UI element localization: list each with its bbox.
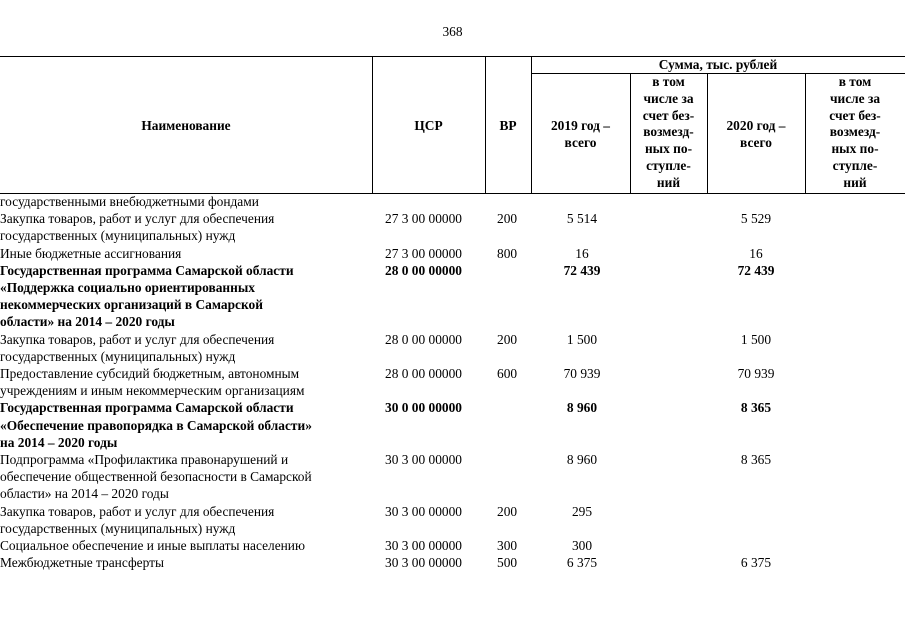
row-name-line: государственных (муниципальных) нужд xyxy=(0,228,236,244)
header-2020-incl xyxy=(805,74,905,192)
row-csr: 30 3 00 00000 xyxy=(385,503,462,519)
row-sum-2020: 16 xyxy=(749,245,763,261)
row-name xyxy=(0,331,372,365)
header-2019-incl xyxy=(630,74,707,192)
row-name-line: на 2014 – 2020 годы xyxy=(0,434,118,450)
row-csr: 27 3 00 00000 xyxy=(385,245,462,261)
header-vr: ВР xyxy=(499,118,517,133)
row-name xyxy=(0,503,372,537)
row-name-line: Предоставление субсидий бюджетным, автономным xyxy=(0,365,300,381)
table-row xyxy=(0,245,905,262)
page-number: 368 xyxy=(442,24,463,39)
table-header xyxy=(0,56,905,194)
header-incl-line: в том xyxy=(838,74,872,89)
header-incl-line: числе за xyxy=(829,90,881,106)
row-name-line: Государственная программа Самарской области xyxy=(0,262,294,278)
row-sum-2019: 16 xyxy=(575,245,589,261)
row-vr: 800 xyxy=(497,245,518,261)
header-incl-line: возмезд- xyxy=(829,124,881,140)
row-vr: 500 xyxy=(497,555,518,571)
table-row xyxy=(0,399,905,451)
table-body xyxy=(0,193,905,571)
row-name-line: обеспечение общественной безопасности в Самарской xyxy=(0,469,312,485)
table-row xyxy=(0,451,905,503)
header-incl-line: возмезд- xyxy=(643,124,694,140)
row-sum-2020: 72 439 xyxy=(737,262,775,278)
row-name-line: учреждениям и иным некоммерческим организациям xyxy=(0,383,305,399)
header-2020-line: 2020 год – xyxy=(726,118,786,133)
row-sum-2019: 6 375 xyxy=(566,555,598,571)
row-name xyxy=(0,210,372,244)
header-incl-line: ных по- xyxy=(831,141,879,157)
header-incl-line: в том xyxy=(652,74,685,89)
row-name-line: государственных (муниципальных) нужд xyxy=(0,348,236,364)
table-row xyxy=(0,262,905,331)
row-name-line: области» на 2014 – 2020 годы xyxy=(0,486,169,502)
row-name-line: области» на 2014 – 2020 годы xyxy=(0,314,175,330)
header-incl-line: ступле- xyxy=(832,157,878,173)
row-csr: 28 0 00 00000 xyxy=(385,262,462,278)
row-sum-2019: 72 439 xyxy=(563,262,601,278)
row-sum-2020: 1 500 xyxy=(740,331,772,347)
header-sum: Сумма, тыс. рублей xyxy=(658,57,778,72)
row-name xyxy=(0,451,372,503)
row-sum-2020: 8 365 xyxy=(740,400,772,416)
row-vr: 300 xyxy=(497,537,518,553)
row-name-line: Закупка товаров, работ и услуг для обеспечения xyxy=(0,211,275,227)
row-sum-2019: 8 960 xyxy=(566,451,598,467)
row-name-line: Государственная программа Самарской области xyxy=(0,400,294,416)
row-csr: 30 0 00 00000 xyxy=(385,400,462,416)
header-2020-total xyxy=(707,118,805,152)
row-sum-2019: 300 xyxy=(571,537,593,553)
header-name: Наименование xyxy=(141,118,231,133)
row-name xyxy=(0,245,372,262)
row-name-line: Иные бюджетные ассигнования xyxy=(0,245,182,261)
row-name-line: «Поддержка социально ориентированных xyxy=(0,279,255,295)
row-name-line: государственных (муниципальных) нужд xyxy=(0,520,236,536)
row-name xyxy=(0,193,372,210)
row-sum-2019: 70 939 xyxy=(563,365,601,381)
header-incl-line: ступле- xyxy=(646,157,691,173)
table-row xyxy=(0,193,905,210)
table-row xyxy=(0,210,905,244)
header-2020-line: всего xyxy=(740,134,772,150)
table-row xyxy=(0,554,905,571)
row-csr: 30 3 00 00000 xyxy=(385,451,462,467)
row-sum-2020: 8 365 xyxy=(740,451,772,467)
row-sum-2020: 70 939 xyxy=(737,365,775,381)
row-name xyxy=(0,554,372,571)
row-name xyxy=(0,399,372,451)
row-sum-2019: 5 514 xyxy=(566,211,598,227)
table-row xyxy=(0,331,905,365)
row-sum-2020: 5 529 xyxy=(740,211,772,227)
header-2019-total xyxy=(531,118,630,152)
row-name xyxy=(0,537,372,554)
row-csr: 28 0 00 00000 xyxy=(385,365,462,381)
header-2019-line: 2019 год – xyxy=(550,118,610,133)
row-sum-2019: 1 500 xyxy=(566,331,598,347)
row-name-line: государственными внебюджетными фондами xyxy=(0,194,259,209)
header-2019-line: всего xyxy=(564,134,597,150)
header-incl-line: числе за xyxy=(643,90,694,106)
row-name xyxy=(0,365,372,399)
row-csr: 30 3 00 00000 xyxy=(385,555,462,571)
row-name-line: Социальное обеспечение и иные выплаты населению xyxy=(0,537,305,553)
header-incl-line: ний xyxy=(656,174,681,190)
row-name xyxy=(0,262,372,331)
header-incl-line: счет без- xyxy=(829,107,881,123)
table-row xyxy=(0,537,905,554)
row-vr: 200 xyxy=(497,211,518,227)
row-csr: 28 0 00 00000 xyxy=(385,331,462,347)
row-csr: 27 3 00 00000 xyxy=(385,211,462,227)
header-incl-line: счет без- xyxy=(642,107,695,123)
row-sum-2019: 295 xyxy=(571,503,593,519)
row-name-line: Закупка товаров, работ и услуг для обеспечения xyxy=(0,503,275,519)
header-incl-line: ний xyxy=(843,174,867,190)
row-name-line: Закупка товаров, работ и услуг для обеспечения xyxy=(0,331,275,347)
row-vr: 200 xyxy=(497,503,518,519)
row-name-line: некоммерческих организаций в Самарской xyxy=(0,297,263,313)
table-row xyxy=(0,503,905,537)
row-sum-2019: 8 960 xyxy=(566,400,598,416)
table-row xyxy=(0,365,905,399)
row-name-line: «Обеспечение правопорядка в Самарской области» xyxy=(0,417,312,433)
row-vr: 200 xyxy=(497,331,518,347)
row-csr: 30 3 00 00000 xyxy=(385,537,462,553)
header-incl-line: ных по- xyxy=(644,141,693,157)
row-sum-2020: 6 375 xyxy=(740,555,772,571)
row-name-line: Межбюджетные трансферты xyxy=(0,555,164,571)
row-name-line: Подпрограмма «Профилактика правонарушений и xyxy=(0,451,289,467)
row-vr: 600 xyxy=(497,365,518,381)
header-csr: ЦСР xyxy=(414,118,443,133)
